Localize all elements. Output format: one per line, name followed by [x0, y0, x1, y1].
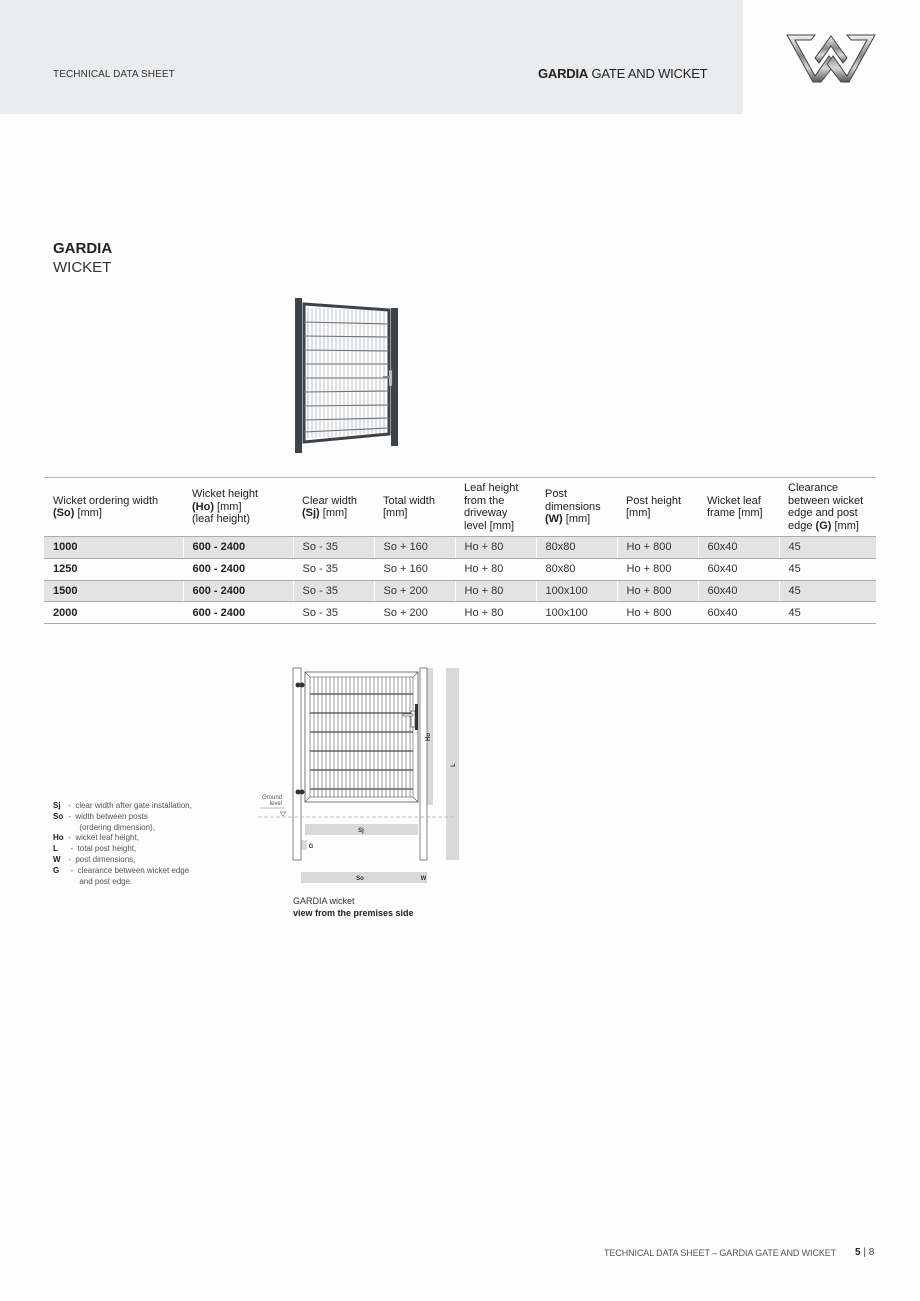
page-number: 5 | 8 — [855, 1247, 875, 1258]
col-header-post-height: Post height [mm] — [617, 478, 698, 537]
cell-post-dimensions: 80x80 — [536, 537, 617, 559]
cell-ordering-width: 1250 — [44, 558, 183, 580]
sj-dimension-label: Sj — [358, 828, 364, 834]
cell-wicket-height: 600 - 2400 — [183, 580, 293, 602]
cell-leaf-height: Ho + 80 — [455, 537, 536, 559]
col-header-leaf-frame: Wicket leaf frame [mm] — [698, 478, 779, 537]
col-header-total-width: Total width [mm] — [374, 478, 455, 537]
cell-post-height: Ho + 800 — [617, 602, 698, 624]
table-header-row — [44, 478, 876, 537]
g-dimension-label: G — [308, 844, 314, 850]
legend-item: G - clearance between wicket edge — [53, 865, 190, 875]
cell-wicket-height: 600 - 2400 — [183, 537, 293, 559]
cell-ordering-width: 1000 — [44, 537, 183, 559]
dimension-legend — [53, 801, 192, 887]
product-header — [538, 66, 707, 81]
document-type-label: TECHNICAL DATA SHEET — [53, 69, 175, 80]
footer-text: TECHNICAL DATA SHEET – GARDIA GATE AND WICKET — [604, 1248, 837, 1258]
legend-item: So - width between posts — [53, 811, 148, 821]
wicket-gate-photo — [293, 296, 403, 456]
section-title — [53, 240, 112, 277]
cell-clear-width: So - 35 — [293, 602, 374, 624]
cell-wicket-height: 600 - 2400 — [183, 558, 293, 580]
cell-clearance: 45 — [779, 602, 876, 624]
cell-ordering-width: 2000 — [44, 602, 183, 624]
w-dimension-label: W — [420, 876, 427, 882]
cell-leaf-frame: 60x40 — [698, 580, 779, 602]
cell-leaf-frame: 60x40 — [698, 602, 779, 624]
section-title-bold: GARDIA — [53, 240, 113, 257]
legend-item: W - post dimensions, — [53, 854, 136, 864]
cell-post-dimensions: 100x100 — [536, 602, 617, 624]
cell-clearance: 45 — [779, 558, 876, 580]
ho-dimension-label: Ho — [426, 733, 432, 741]
cell-leaf-frame: 60x40 — [698, 558, 779, 580]
cell-wicket-height: 600 - 2400 — [183, 602, 293, 624]
caption-line-1: GARDIA wicket — [293, 896, 355, 906]
w-logo-icon — [785, 32, 877, 84]
cell-ordering-width: 1500 — [44, 580, 183, 602]
legend-item: L - total post height, — [53, 844, 137, 854]
legend-item: Ho - wicket leaf height, — [53, 833, 139, 843]
cell-post-height: Ho + 800 — [617, 580, 698, 602]
product-name-bold: GARDIA — [538, 66, 589, 81]
table-row — [44, 580, 876, 602]
col-header-leaf-height: Leaf height from the driveway level [mm] — [455, 478, 536, 537]
col-header-wicket-height: Wicket height (Ho) [mm] (leaf height) — [183, 478, 293, 537]
col-header-post-dimensions: Post dimensions (W) [mm] — [536, 478, 617, 537]
cell-leaf-height: Ho + 80 — [455, 580, 536, 602]
section-subtitle: WICKET — [53, 259, 112, 276]
cell-leaf-height: Ho + 80 — [455, 558, 536, 580]
l-dimension-label: L — [451, 763, 457, 767]
cell-leaf-height: Ho + 80 — [455, 602, 536, 624]
cell-total-width: So + 200 — [374, 602, 455, 624]
ground-label: Ground — [261, 795, 282, 801]
so-dimension-label: So — [356, 876, 364, 882]
cell-leaf-frame: 60x40 — [698, 537, 779, 559]
col-header-ordering-width: Wicket ordering width (So) [mm] — [44, 478, 183, 537]
cell-post-height: Ho + 800 — [617, 537, 698, 559]
legend-item: Sj - clear width after gate installation, — [53, 801, 192, 810]
caption-line-2: view from the premises side — [293, 907, 414, 918]
product-name-rest: GATE AND WICKET — [588, 66, 708, 81]
col-header-clear-width: Clear width (Sj) [mm] — [293, 478, 374, 537]
drawing-caption — [293, 896, 414, 919]
wicket-technical-drawing — [258, 664, 468, 890]
level-label: level — [269, 801, 282, 807]
cell-total-width: So + 160 — [374, 558, 455, 580]
header-band — [0, 0, 743, 114]
legend-item: and post edge. — [66, 876, 133, 886]
cell-clearance: 45 — [779, 537, 876, 559]
wicket-spec-table — [44, 477, 876, 624]
cell-total-width: So + 160 — [374, 537, 455, 559]
legend-item: (ordering dimension), — [66, 822, 155, 832]
table-row — [44, 602, 876, 624]
table-row — [44, 558, 876, 580]
table-row — [44, 537, 876, 559]
cell-post-height: Ho + 800 — [617, 558, 698, 580]
cell-clear-width: So - 35 — [293, 537, 374, 559]
cell-post-dimensions: 80x80 — [536, 558, 617, 580]
cell-clearance: 45 — [779, 580, 876, 602]
cell-clear-width: So - 35 — [293, 558, 374, 580]
col-header-clearance: Clearance between wicket edge and post edge (G) [mm] — [779, 478, 876, 537]
cell-total-width: So + 200 — [374, 580, 455, 602]
cell-post-dimensions: 100x100 — [536, 580, 617, 602]
cell-clear-width: So - 35 — [293, 580, 374, 602]
